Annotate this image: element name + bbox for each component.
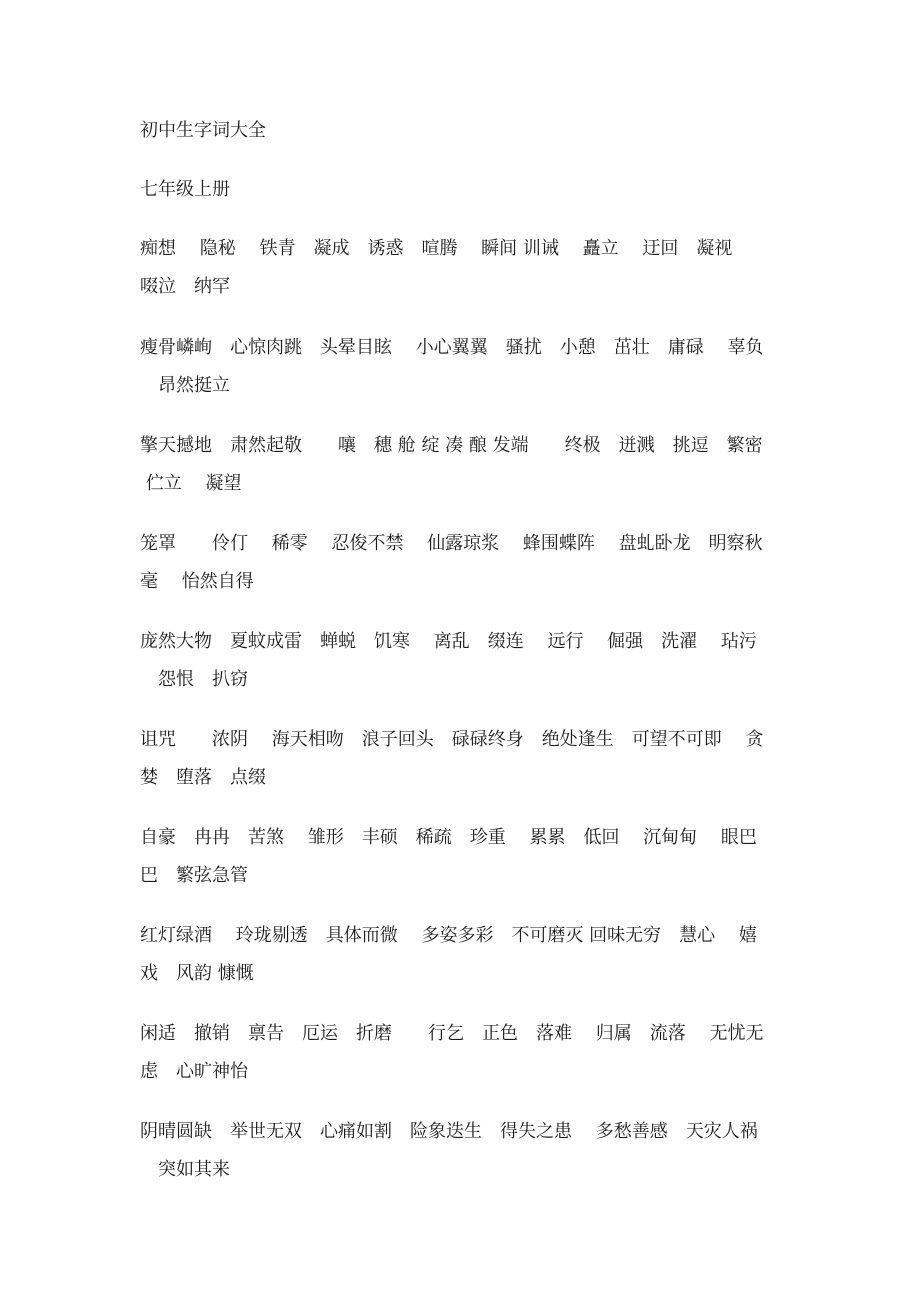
- word-paragraph: [140, 1015, 800, 1091]
- paragraph-line: 虑 心旷神怡: [140, 1061, 248, 1082]
- paragraph-line: 阴晴圆缺 举世无双 心痛如割 险象迭生 得失之患 多愁善感 天灾人祸: [140, 1121, 758, 1142]
- document-title: 初中生字词大全: [140, 120, 266, 141]
- paragraph-line: 突如其来: [140, 1159, 230, 1180]
- paragraph-line: 闲适 撤销 禀告 厄运 折磨 行乞 正色 落难 归属 流落 无忧无: [140, 1023, 764, 1044]
- word-paragraph: [140, 230, 800, 306]
- paragraph-line: 红灯绿酒 玲珑剔透 具体而微 多姿多彩 不可磨灭 回味无穷 慧心 嬉: [140, 925, 757, 946]
- paragraph-line: 笼罩 伶仃 稀零 忍俊不禁 仙露琼浆 蜂围蝶阵 盘虬卧龙 明察秋: [140, 533, 763, 554]
- paragraph-line: 啜泣 纳罕: [140, 276, 230, 297]
- word-paragraph: [140, 917, 800, 993]
- paragraph-line: 毫 怡然自得: [140, 571, 254, 592]
- paragraph-line: 伫立 凝望: [140, 473, 242, 494]
- word-paragraph: [140, 623, 800, 699]
- paragraph-line: 擎天撼地 肃然起敬 嚷 穗 舱 绽 凑 酿 发端 终极 迸溅 挑逗 繁密: [140, 435, 763, 456]
- word-paragraph: [140, 1113, 800, 1189]
- paragraph-line: 婪 堕落 点缀: [140, 767, 266, 788]
- word-paragraph: [140, 427, 800, 503]
- paragraph-line: 庞然大物 夏蚊成雷 蝉蜕 饥寒 离乱 缀连 远行 倔强 洗濯 玷污: [140, 631, 757, 652]
- word-paragraph: [140, 525, 800, 601]
- word-paragraph: [140, 819, 800, 895]
- paragraph-line: 昂然挺立: [140, 375, 230, 396]
- paragraph-line: 自豪 冉冉 苦煞 雏形 丰硕 稀疏 珍重 累累 低回 沉甸甸 眼巴: [140, 827, 757, 848]
- paragraph-line: 诅咒 浓阴 海天相吻 浪子回头 碌碌终身 绝处逢生 可望不可即 贪: [140, 729, 764, 750]
- paragraph-line: 巴 繁弦急管: [140, 865, 248, 886]
- paragraph-line: 怨恨 扒窃: [140, 669, 248, 690]
- section-heading: 七年级上册: [140, 179, 230, 200]
- word-paragraph: [140, 329, 800, 405]
- word-paragraph: [140, 721, 800, 797]
- paragraph-line: 痴想 隐秘 铁青 凝成 诱惑 喧腾 瞬间 训诫 矗立 迂回 凝视: [140, 238, 733, 259]
- paragraph-line: 戏 风韵 慷慨: [140, 963, 254, 984]
- paragraph-line: 瘦骨嶙峋 心惊肉跳 头晕目眩 小心翼翼 骚扰 小憩 茁壮 庸碌 辜负: [140, 337, 764, 358]
